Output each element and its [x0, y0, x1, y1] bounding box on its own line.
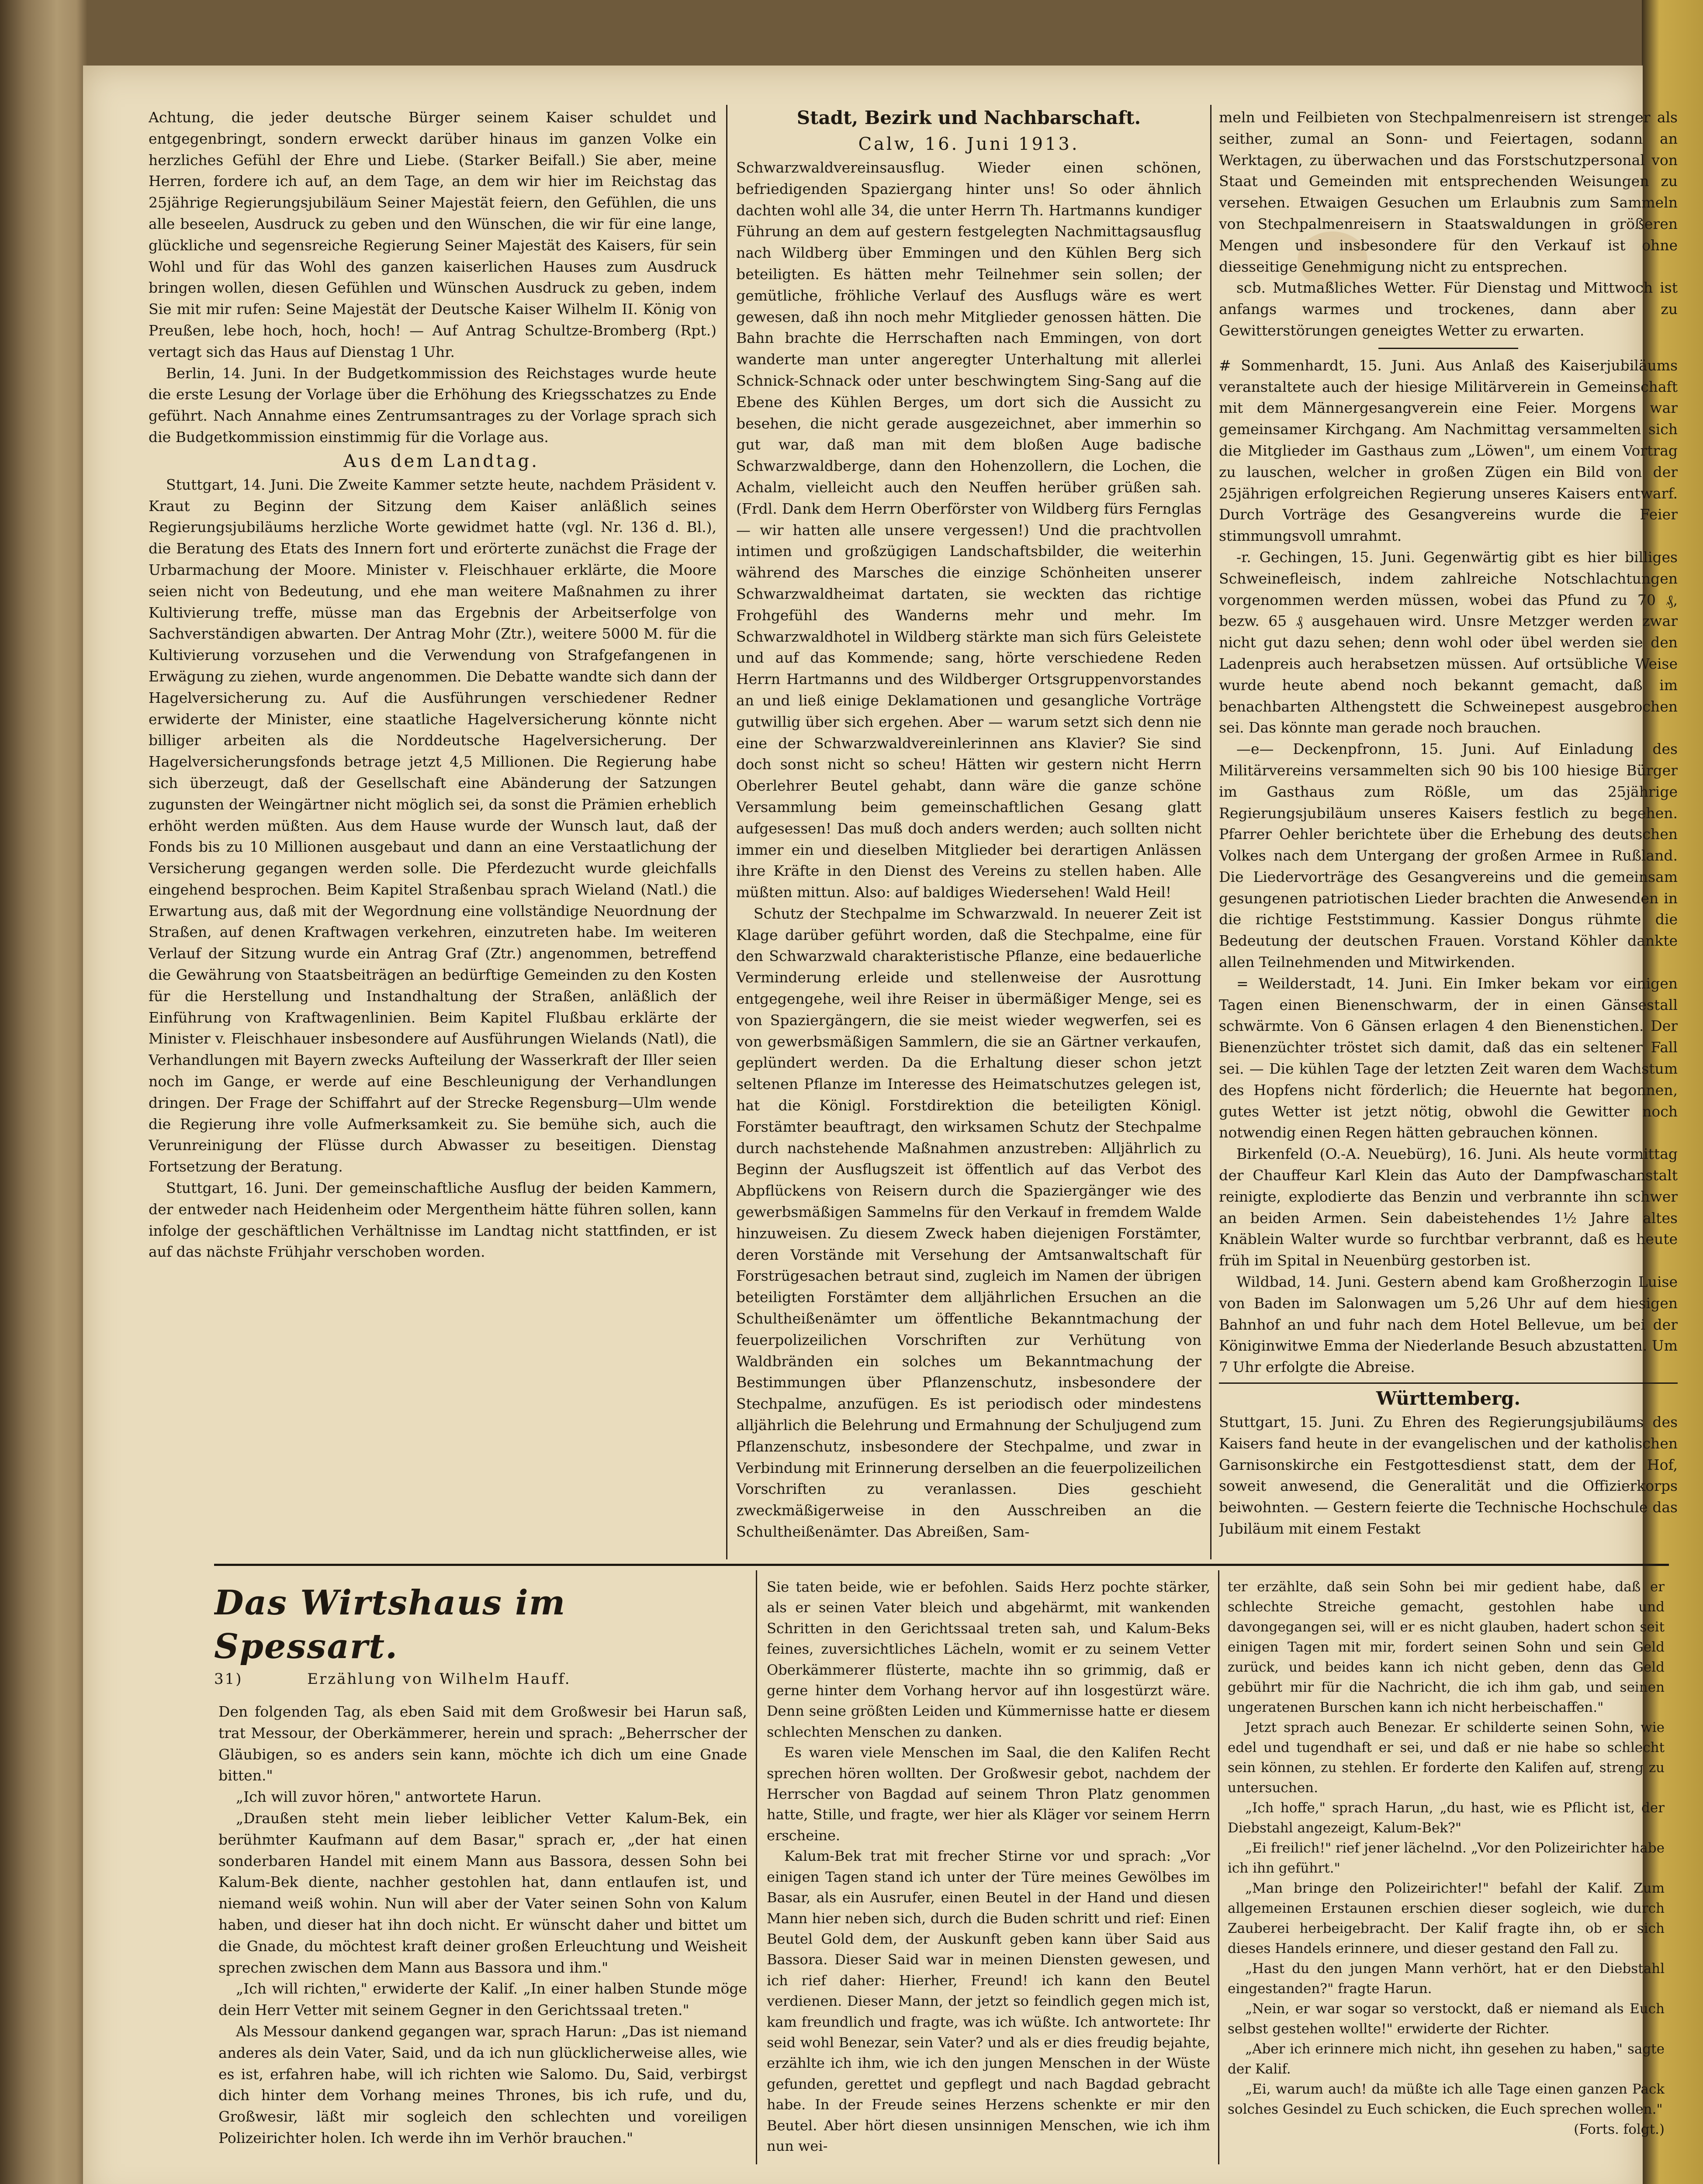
serial-column-1 — [218, 1701, 747, 2160]
newspaper-page — [83, 66, 1678, 2184]
article-schwarzwaldverein: Schwarzwaldvereinsausflug. Wieder einen schönen, befriedigenden Spaziergang hinter uns! So oder ähnlich dachten wohl alle 34, die unter Herrn Th. Hartmanns kundiger Führung an dem auf gestern festgelegten Nachmittagsausflug nach Wildberg über Emmingen und den Kühlen Berg sich beteiligten. Es hätten mehr Teilnehmer sein sollen; der gemütliche, fröhliche Verlauf des Ausflugs wäre es wert gewesen, daß ihn noch mehr Mitglieder genossen hätten. Die Bahn brachte die Herrschaften nach Emmingen, von dort wanderte man unter angeregter Unterhaltung mit allerlei Schnick-Schnack oder unter beschwingtem Sing-Sang auf die Ebene des Kühlen Berges, um dort sich die Aussicht zu besehen, die nicht gerade ausgezeichnet, aber immerhin so gut war, daß man mit dem bloßen Auge badische Schwarzwaldberge, dann den Hohenzollern, die Lochen, die Achalm, vielleicht auch den Neuffen herüber grüßen sah. (Frdl. Dank dem Herrn Oberförster von Wildberg fürs Fernglas — wir hatten alle unsere vergessen!) Und die prachtvollen intimen und großzügigen Landschaftsbilder, die weiterhin während des Marsches die einzige Schönheiten unserer Schwarzwaldheimat dartaten, sie weckten das richtige Frohgefühl des Wanderns mehr und mehr. Im Schwarzwaldhotel in Wildberg stärkte man sich fürs Geleistete und auf das Kommende; sang, hörte verschiedene Reden Herrn Hartmanns und des Wildberger Ortsgruppenvorstandes an und ließ einige Deklamationen und gesangliche Vorträge gutwillig über sich ergehen. Aber — warum setzt sich denn nie eine der Schwarzwaldvereinlerinnen ans Klavier? Sie sind doch sonst nicht so scheu! Hätten wir gestern nicht Herrn Oberlehrer Beutel gehabt, dann wäre die ganze schöne Versammlung beim gemeinschaftlichen Gesang glatt aufgesessen! Das muß doch anders werden; auch sollten nicht immer ein und dieselben Mitglieder bei derartigen Anlässen ihre Kräfte in den Dienst des Vereins zu stellen haben. Alle müßten mittun. Also: auf baldiges Wiedersehen! Wald Heil! — [736, 159, 1201, 901]
article-wetter: scb. Mutmaßliches Wetter. Für Dienstag und Mittwoch ist anfangs warmes und trockenes, dann aber zu Gewitterstörungen geneigtes Wetter zu erwarten. — [1219, 279, 1678, 339]
serial-paragraph: Den folgenden Tag, als eben Said mit dem Großwesir bei Harun saß, trat Messour, der Oberkämmerer, herein und sprach: „Beherrscher der Gläubigen, so es anders sein kann, möchte ich dich um eine Gnade bitten." — [218, 1703, 747, 1784]
serial-paragraph: Kalum-Bek trat mit frecher Stirne vor und sprach: „Vor einigen Tagen stand ich unter der Türe meines Gewölbes im Basar, als ein Ausrufer, einen Beutel in der Hand und diesen Mann hier neben sich, durch die Buden schritt und rief: Einen Beutel Gold dem, der Auskunft geben kann über Said aus Bassora. Dieser Said war in meinen Diensten gewesen, und ich rief daher: Hierher, Freund! ich kann den Beutel verdienen. Dieser Mann, der jetzt so feindlich gegen mich ist, kam freundlich und fragte, was ich wüßte. Ich antwortete: Ihr seid wohl Benezar, sein Vater? und als er dies freudig bejahte, erzählte ich ihm, wie ich den jungen Menschen in der Wüste gefunden, gerettet und gepflegt und nach Bagdad gebracht habe. In der Freude seines Herzens schenkte er mir den Beutel. Aber hört diesen unsinnigen Menschen, wie ich ihm nun wei- — [767, 1848, 1210, 2154]
serial-paragraph: „Ei, warum auch! da müßte ich alle Tage einen ganzen Pack solches Gesindel zu Euch schicken, die Euch sprechen wollen." — [1228, 2081, 1665, 2117]
article-stuttgart-landtag: Stuttgart, 14. Juni. Die Zweite Kammer setzte heute, nachdem Präsident v. Kraut zu Beginn der Sitzung dem Kaiser anläßlich seines Regierungsjubiläums herzliche Worte gewidmet hatte (vgl. Nr. 136 d. Bl.), die Beratung des Etats des Innern fort und erörterte zunächst die Frage der Urbarmachung der Moore. Minister v. Fleischhauer erklärte, die Moore seien nicht von Bedeutung, und ehe man weitere Maßnahmen zu ihrer Kultivierung treffe, müsse man das Ergebnis der Arbeitserfolge von Sachverständigen abwarten. Der Antrag Mohr (Ztr.), weitere 5000 M. für die Kultivierung vorzusehen und die Verwendung von Strafgefangenen in Erwägung zu ziehen, wurde angenommen. Die Debatte wandte sich dann der Hagelversicherung zu. Auf die Ausführungen verschiedener Redner erwiderte der Minister, eine staatliche Hagelversicherung könnte nicht billiger arbeiten als die Norddeutsche Hagelversicherung. Der Hagelversicherungsfonds betrage jetzt 4,5 Millionen. Die Regierung habe sich überzeugt, daß der Gesellschaft eine Abänderung der Satzungen zugunsten der Weingärtner nicht möglich sei, da sonst die Prämien erheblich erhöht werden müßten. Aus dem Hause wurde der Wunsch laut, daß der Fonds bis zu 10 Millionen ausgebaut und dann an eine Verstaatlichung der Versicherung gegangen werden solle. Die Pferdezucht wurde gleichfalls eingehend besprochen. Beim Kapitel Straßenbau sprach Wieland (Natl.) die Erwartung aus, daß mit der Wegordnung eine vollständige Neuordnung der Straßen, auf denen Kraftwagen verkehren, einzutreten habe. Im weiteren Verlauf der Sitzung wurde ein Antrag Graf (Ztr.) angenommen, betreffend die Gewährung von Staatsbeiträgen an bedürftige Gemeinden zu den Kosten für die Herstellung und Instandhaltung der Straßen, anläßlich der Einführung von Kraftwagenlinien. Beim Kapitel Flußbau erklärte der Minister v. Fleischhauer insbesondere auf Ausführungen Wielands (Natl), die Verhandlungen mit Bayern zwecks Aufteilung der Wasserkraft der Iller seien noch im Gange, er werde auf eine Beschleunigung der Verhandlungen dringen. Der Frage der Schiffahrt auf der Strecke Regensburg—Ulm wende die Regierung ihre volle Aufmerksamkeit zu. Sie bemühe sich, auch die Verunreinigung der Flüsse durch Abwasser zu beseitigen. Dienstag Fortsetzung der Beratung. — [149, 476, 717, 1175]
serial-paragraph: „Aber ich erinnere mich nicht, ihn gesehen zu haben," sagte der Kalif. — [1228, 2041, 1665, 2077]
article-wildbad: Wildbad, 14. Juni. Gestern abend kam Großherzogin Luise von Baden im Salonwagen um 5,26 Uhr auf dem hiesigen Bahnhof an und fuhr nach dem Hotel Bellevue, um bei der Königinwitwe Emma der Niederlande Besuch abzustatten. Um 7 Uhr erfolgte die Abreise. — [1219, 1273, 1678, 1376]
serial-paragraph: „Hast du den jungen Mann verhört, hat er den Diebstahl eingestanden?" fragte Harun. — [1228, 1961, 1665, 1997]
article-paragraph: Achtung, die jeder deutsche Bürger seinem Kaiser schuldet und entgegenbringt, sondern erweckt darüber hinaus im ganzen Volke ein herzliches Gefühl der Ehre und Liebe. (Starker Beifall.) Sie aber, meine Herren, fordere ich auf, an dem Tage, an dem wir hier im Reichstag das 25jährige Regierungsjubiläum Seiner Majestät feiern, den Gefühlen, die uns alle beseelen, Ausdruck zu geben und den Wünschen, die wir für eine lange, glückliche und segensreiche Regierung Seiner Majestät des Kaisers, für sein Wohl und für das Wohl des ganzen kaiserlichen Hauses zum Ausdruck bringen wollen, diesen Gefühlen und Wünschen Ausdruck zu geben, indem Sie mit mir rufen: Seine Majestät der Deutsche Kaiser Wilhelm II. König von Preußen, lebe hoch, hoch, hoch! — Auf Antrag Schultze-Bromberg (Rpt.) vertagt sich das Haus auf Dienstag 1 Uhr. — [149, 109, 717, 360]
article-stechpalme-cont: meln und Feilbieten von Stechpalmenreisern ist strenger als seither, zumal an Sonn- und Feiertagen, sodann an Werktagen, zu überwachen und das Forstschutzpersonal von Staat und Gemeinden mit entsprechenden Weisungen zu versehen. Etwaigen Gesuchen um Erlaubnis zum Sammeln von Stechpalmenreisern in Staatswaldungen in größeren Mengen und insbesondere für den Verkauf ist ohne diesseitige Genehmigung nicht zu entsprechen. — [1219, 109, 1678, 275]
article-stuttgart-jubilaeum: Stuttgart, 15. Juni. Zu Ehren des Regierungsjubiläums des Kaisers fand heute in der evangelischen und der katholischen Garnisonskirche ein Festgottesdienst statt, dem der Hof, soweit anwesend, die Generalität und die Offizierkorps beiwohnten. — Gestern feierte die Technische Hochschule das Jubiläum mit einem Festakt — [1219, 1413, 1678, 1537]
article-sommenhardt: # Sommenhardt, 15. Juni. Aus Anlaß des Kaiserjubiläums veranstaltete auch der hiesige Militärverein in Gemeinschaft mit dem Männergesangverein eine Feier. Morgens war gemeinsamer Kirchgang. Am Nachmittag versammelten sich die Mitglieder im Gasthaus zum „Löwen", um einem Vortrag zu lauschen, welcher in großen Zügen ein Bild von der 25jährigen erfolgreichen Regierung unseres Kaisers entwarf. Durch Vorträge des Gesangvereins wurde die Feier stimmungsvoll umrahmt. — [1219, 356, 1678, 545]
serial-paragraph: „Nein, er war sogar so verstockt, daß er niemand als Euch selbst gestehen wollte!" erwiderte der Richter. — [1228, 2001, 1665, 2037]
column-rule — [1210, 105, 1211, 1559]
section-heading-landtag: Aus dem Landtag. — [343, 451, 539, 471]
separator — [1378, 348, 1518, 349]
column-rule — [1218, 1570, 1219, 2164]
article-stuttgart-ausflug: Stuttgart, 16. Juni. Der gemeinschaftliche Ausflug der beiden Kammern, der entweder nach Heidenheim oder Mergentheim hätte führen sollen, kann infolge der geschäftlichen Verhältnisse im Landtag nicht stattfinden, er ist auf das nächste Frühjahr verschoben worden. — [149, 1179, 717, 1261]
serial-paragraph: „Man bringe den Polizeirichter!" befahl der Kalif. Zum allgemeinen Erstaunen erschien dieser sogleich, wie durch Zauberei herbeigebracht. Der Kalif fragte ihn, ob er sich dieses Handels erinnere, und dieser gestand den Fall zu. — [1228, 1880, 1665, 1956]
article-weilderstadt: = Weilderstadt, 14. Juni. Ein Imker bekam vor einigen Tagen einen Bienenschwarm, der in einen Gänsestall schwärmte. Von 6 Gänsen erlagen 4 den Bienenstichen. Der Bienenzüchter tröstet sich damit, daß das ein seltener Fall sei. — Die kühlen Tage der letzten Zeit waren dem Wachstum des Hopfens nicht förderlich; die Heuernte hat begonnen, gutes Wetter ist jetzt nötig, obwohl die Gewitter noch notwendig einen Regen hätten gebrauchen können. — [1219, 975, 1678, 1141]
serial-column-3 — [1228, 1577, 1665, 2162]
serial-paragraph: Jetzt sprach auch Benezar. Er schilderte seinen Sohn, wie edel und tugendhaft er sei, und daß er nie habe so schlecht sein können, zu stehlen. Er forderte den Kalifen auf, streng zu untersuchen. — [1228, 1720, 1665, 1796]
column-rule — [756, 1570, 757, 2164]
article-gechingen: -r. Gechingen, 15. Juni. Gegenwärtig gibt es hier billiges Schweinefleisch, indem zahlreiche Notschlachtungen vorgenommen werden müssen, wobei das Pfund zu 70 ₰, bezw. 65 ₰ ausgehauen wird. Unsre Metzger werden zwar nicht gut dazu sehen; denn wohl oder übel werden sie den Ladenpreis auch herabsetzen müssen. Auf ortsübliche Weise wurde heute abend noch bekannt gemacht, daß im benachbarten Althengstett die Schweinepest ausgebrochen sei. Das könnte man gerade noch brauchen. — [1219, 548, 1678, 736]
column-rule — [726, 105, 727, 1559]
serial-byline: Erzählung von Wilhelm Hauff. — [307, 1670, 571, 1688]
upper-column-1 — [149, 107, 717, 1562]
upper-column-2 — [736, 105, 1201, 1562]
article-berlin: Berlin, 14. Juni. In der Budgetkommission des Reichstages wurde heute die erste Lesung der Vorlage über die Erhöhung des Kriegsschatzes zu Ende geführt. Nach Annahme eines Zentrumsantrages zu der Vorlage sprach sich die Budgetkommission einstimmig für die Vorlage aus. — [149, 364, 717, 446]
serial-paragraph: „Ich will zuvor hören," antwortete Harun. — [236, 1788, 542, 1806]
feuilleton-divider — [214, 1564, 1669, 1566]
serial-paragraph: Es waren viele Menschen im Saal, die den Kalifen Recht sprechen hören wollten. Der Großwesir gebot, nachdem der Herrscher von Bagdad auf seinem Thron Platz genommen hatte, Stille, und fragte, wer hier als Kläger vor seinem Herrn erscheine. — [767, 1744, 1210, 1844]
section-heading-stadt: Stadt, Bezirk und Nachbarschaft. — [796, 107, 1141, 128]
serial-number: 31) — [214, 1670, 243, 1688]
article-birkenfeld: Birkenfeld (O.-A. Neuebürg), 16. Juni. Als heute vormittag der Chauffeur Karl Klein das Auto der Dampfwaschanstalt reinigte, explodierte das Benzin und verbrannte ihn schwer an beiden Armen. Sein dabeistehendes 1½ Jahre altes Knäblein Walter wurde so furchtbar verbrannt, daß es heute früh im Spital in Neuenbürg gestorben ist. — [1219, 1145, 1678, 1269]
upper-column-3 — [1219, 107, 1678, 1562]
serial-paragraph: „Draußen steht mein lieber leiblicher Vetter Kalum-Bek, ein berühmter Kaufmann auf dem Basar," sprach er, „der hat einen sonderbaren Handel mit einem Mann aus Bassora, dessen Sohn bei Kalum-Bek diente, nachher gestohlen hat, dann entlaufen ist, und niemand weiß wohin. Nun will aber der Vater seinen Sohn von Kalum haben, und dieser hat ihn doch nicht. Er wünscht daher und bittet um die Gnade, du möchtest kraft deiner großen Erleuchtung und Weisheit sprechen zwischen dem Mann aus Bassora und ihm." — [218, 1809, 747, 1976]
serial-title: Das Wirtshaus im Spessart. — [214, 1583, 566, 1666]
serial-header — [214, 1581, 751, 1690]
dateline-calw: Calw, 16. Juni 1913. — [858, 134, 1080, 154]
article-deckenpfronn: —e— Deckenpfronn, 15. Juni. Auf Einladung des Militärvereins versammelten sich 90 bis 100 hiesige Bürger im Gasthaus zum Rößle, um das 25jährige Regierungsjubiläum unseres Kaisers festlich zu begehen. Pfarrer Oehler berichtete über die Erhebung des deutschen Volkes nach dem Untergang der großen Armee in Rußland. Die Liedervorträge des Gesangvereins und die gemeinsam gesungenen patriotischen Lieder brachten die Anwesenden in die richtige Feststimmung. Kassier Dongus rühmte die Bedeutung der deutschen Frauen. Vorstand Köhler dankte allen Teilnehmenden und Mitwirkenden. — [1219, 740, 1678, 971]
serial-paragraph: „Ich hoffe," sprach Harun, „du hast, wie es Pflicht ist, der Diebstahl angezeigt, Kalum-Bek?" — [1228, 1800, 1665, 1836]
serial-paragraph: „Ich will richten," erwiderte der Kalif. „In einer halben Stunde möge dein Herr Vetter mit seinem Gegner in den Gerichtssaal treten." — [218, 1980, 747, 2019]
article-stechpalme: Schutz der Stechpalme im Schwarzwald. In neuerer Zeit ist Klage darüber geführt worden, daß die Stechpalme, eine für den Schwarzwald charakteristische Pflanze, eine bedauerliche Verminderung erleide und stellenweise der Ausrottung entgegengehe, weil ihre Reiser in übermäßiger Menge, sei es von Spaziergängern, die sie meist wieder wegwerfen, sei es von gewerbsmäßigen Sammlern, die sie an Gärtner verkaufen, geplündert werden. Da die Erhaltung dieser schon jetzt seltenen Pflanze im Interesse des Heimatschutzes gelegen ist, hat die Königl. Forstdirektion die beteiligten Königl. Forstämter beauftragt, den wirksamen Schutz der Stechpalme durch nachstehende Maßnahmen anzustreben: Alljährlich zu Beginn der Ausflugszeit ist öffentlich auf das Verbot des Abpflückens von Reisern durch die Spaziergänger wie des gewerbsmäßigen Sammelns für den Verkauf in fremdem Walde hinzuweisen. Zu diesem Zweck haben diejenigen Forstämter, deren Vorstände mit Versehung der Amtsanwaltschaft für Forstrügesachen betraut sind, zugleich im Namen der übrigen beteiligten Forstämter dem alljährlichen Ersuchen an die Schultheißenämter um öffentliche Bekanntmachung der feuerpolizeilichen Vorschriften zur Verhütung von Waldbränden ein solches um Bekanntmachung der Bestimmungen über Pflanzenschutz, insbesondere der Stechpalme, anzufügen. Es ist periodisch oder mindestens alljährlich die Belehrung und Ermahnung der Schuljugend zum Pflanzenschutz, insbesondere der Stechpalme, und zwar in Verbindung mit Erinnerung derselben an die feuerpolizeilichen Vorschriften zu veranlassen. Dies geschieht zweckmäßigerweise in den Ausschreiben an die Schultheißenämter. Das Abreißen, Sam- — [736, 905, 1201, 1540]
serial-column-2 — [767, 1577, 1210, 2162]
section-heading-wuerttemberg: Württemberg. — [1376, 1388, 1521, 1410]
serial-paragraph: ter erzählte, daß sein Sohn bei mir gedient habe, daß er schlechte Streiche gemacht, gestohlen habe und davongegangen sei, will er es nicht glauben, hadert schon seit einigen Tagen mit mir, fordert seinen Sohn und sein Geld zurück, und beides kann ich nicht geben, denn das Geld gebührt mir für die Nachricht, die ich ihm gab, und seinen ungeratenen Burschen kann ich nicht herbeischaffen." — [1228, 1579, 1665, 1715]
serial-continued-note: (Forts. folgt.) — [1574, 2122, 1665, 2137]
serial-paragraph: Als Messour dankend gegangen war, sprach Harun: „Das ist niemand anderes als dein Vater, Said, und da ich nun glücklicherweise alles, wie es ist, erfahren habe, will ich richten wie Salomo. Du, Said, verbirgst dich hinter dem Vorhang meines Thrones, bis ich rufe, und du, Großwesir, läßt mir sogleich den schlechten und voreiligen Polizeirichter holen. Ich werde ihn im Verhör brauchen." — [218, 2022, 747, 2146]
separator — [1219, 1382, 1678, 1384]
serial-paragraph: „Ei freilich!" rief jener lächelnd. „Vor den Polizeirichter habe ich ihn geführt." — [1228, 1840, 1665, 1876]
serial-paragraph: Sie taten beide, wie er befohlen. Saids Herz pochte stärker, als er seinen Vater bleich und abgehärmt, mit wankenden Schritten in den Gerichtssaal treten sah, und Kalum-Beks feines, zuversichtliches Lächeln, womit er zu seinem Vetter Oberkämmerer flüsterte, machte ihn so grimmig, daß er gerne hinter dem Vorhang hervor auf ihn losgestürzt wäre. Denn seine größten Leiden und Kümmernisse hatte er diesem schlechten Menschen zu danken. — [767, 1579, 1210, 1740]
serial-byline-row — [214, 1669, 751, 1690]
